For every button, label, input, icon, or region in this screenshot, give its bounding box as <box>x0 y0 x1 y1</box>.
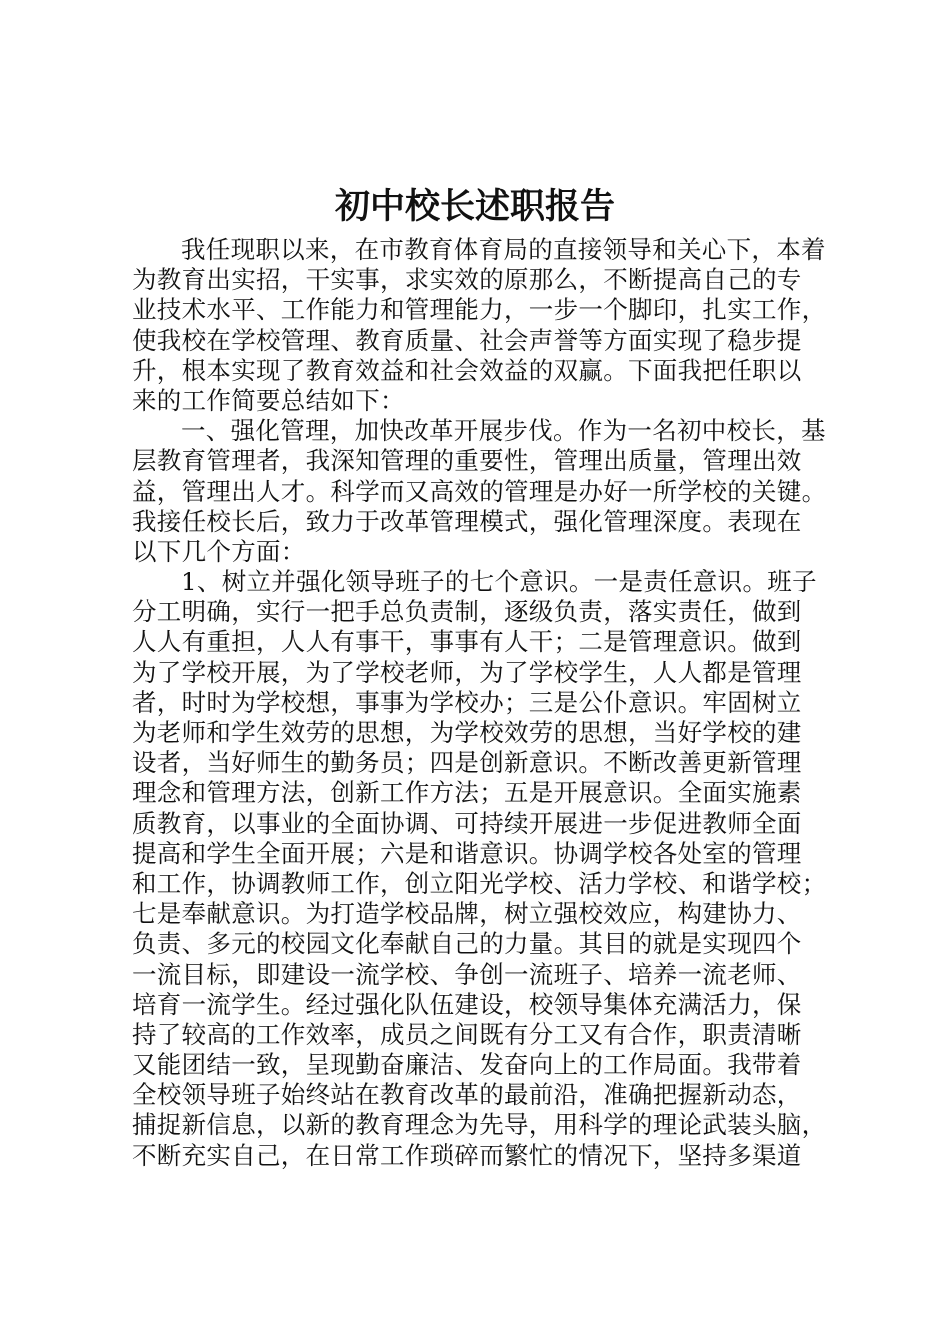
paragraph-line: 使我校在学校管理、教育质量、社会声誉等方面实现了稳步提 <box>132 325 802 355</box>
paragraph-line: 设者，当好师生的勤务员；四是创新意识。不断改善更新管理 <box>132 748 802 778</box>
paragraph-line: 者，时时为学校想，事事为学校办；三是公仆意识。牢固树立 <box>132 687 802 717</box>
paragraph-line: 质教育，以事业的全面协调、可持续开展进一步促进教师全面 <box>132 808 802 838</box>
paragraph-line: 又能团结一致，呈现勤奋廉洁、发奋向上的工作局面。我带着 <box>132 1050 802 1080</box>
paragraph-line: 层教育管理者，我深知管理的重要性，管理出质量，管理出效 <box>132 446 802 476</box>
paragraph-line: 全校领导班子始终站在教育改革的最前沿，准确把握新动态， <box>132 1080 802 1110</box>
paragraph-line: 负责、多元的校园文化奉献自己的力量。其目的就是实现四个 <box>132 929 802 959</box>
paragraph-line: 人人有重担，人人有事干，事事有人干；二是管理意识。做到 <box>132 627 802 657</box>
document-body <box>132 235 834 1171</box>
paragraph-line: 不断充实自己，在日常工作琐碎而繁忙的情况下，坚持多渠道 <box>132 1140 802 1170</box>
paragraph-line: 为教育出实招，干实事，求实效的原那么，不断提高自己的专 <box>132 265 802 295</box>
paragraph-line: 为了学校开展，为了学校老师，为了学校学生，人人都是管理 <box>132 657 802 687</box>
paragraph-line: 为老师和学生效劳的思想，为学校效劳的思想，当好学校的建 <box>132 718 802 747</box>
paragraph-line: 一流目标，即建设一流学校、争创一流班子、培养一流老师、 <box>132 959 802 989</box>
paragraph-line: 以下几个方面： <box>132 536 306 566</box>
paragraph-line: 我任现职以来，在市教育体育局的直接领导和关心下，本着 <box>181 235 826 264</box>
paragraph-line: 1、树立并强化领导班子的七个意识。一是责任意识。班子 <box>181 567 817 597</box>
paragraph-line: 业技术水平、工作能力和管理能力，一步一个脚印，扎实工作， <box>132 295 827 325</box>
paragraph-line: 我接任校长后，致力于改革管理模式，强化管理深度。表现在 <box>132 506 802 536</box>
paragraph-line: 益，管理出人才。科学而又高效的管理是办好一所学校的关键。 <box>132 476 827 506</box>
document-title: 初中校长述职报告 <box>334 186 615 227</box>
paragraph-line: 持了较高的工作效率，成员之间既有分工又有合作，职责清晰 <box>132 1019 802 1049</box>
paragraph-line: 一、强化管理，加快改革开展步伐。作为一名初中校长，基 <box>181 416 826 446</box>
paragraph-line: 分工明确，实行一把手总负责制，逐级负责，落实责任，做到 <box>132 597 802 627</box>
paragraph-line: 来的工作简要总结如下： <box>132 385 405 415</box>
paragraph-line: 提高和学生全面开展；六是和谐意识。协调学校各处室的管理 <box>132 838 802 868</box>
paragraph-line: 和工作，协调教师工作，创立阳光学校、活力学校、和谐学校； <box>132 868 827 898</box>
paragraph-line: 七是奉献意识。为打造学校品牌，树立强校效应，构建协力、 <box>132 899 802 929</box>
paragraph-line: 理念和管理方法，创新工作方法；五是开展意识。全面实施素 <box>132 778 802 808</box>
paragraph-line: 培育一流学生。经过强化队伍建设，校领导集体充满活力，保 <box>132 989 802 1019</box>
paragraph-line: 捕捉新信息，以新的教育理念为先导，用科学的理论武装头脑， <box>132 1110 827 1140</box>
paragraph-line: 升，根本实现了教育效益和社会效益的双赢。下面我把任职以 <box>132 355 802 385</box>
